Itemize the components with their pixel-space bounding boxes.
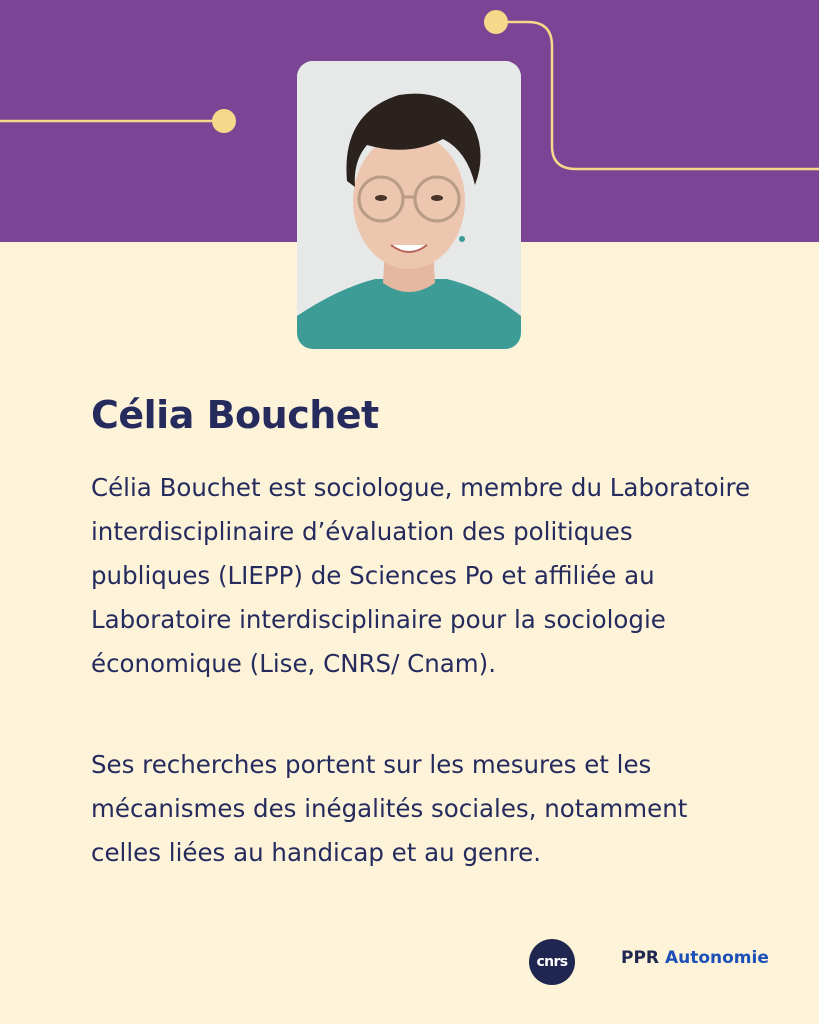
left-deco-dot xyxy=(212,109,236,133)
cnrs-logo-text: cnrs xyxy=(536,954,568,970)
bio-paragraph-1: Célia Bouchet est sociologue, membre du Laboratoire interdisciplinaire d’évaluation des politiques publiques (LIEPP) de Sciences Po et affiliée au Laboratoire interdisciplinaire pour la sociologie économique (Lise, CNRS/ Cnam). xyxy=(91,473,751,678)
ppr-logo-suffix: Autonomie xyxy=(664,948,769,968)
ppr-autonomie-logo xyxy=(621,948,769,968)
cnrs-logo xyxy=(529,939,575,985)
profile-photo xyxy=(297,61,521,349)
ppr-logo-prefix: PPR xyxy=(621,948,660,968)
right-deco-line xyxy=(496,22,819,169)
person-name: Célia Bouchet xyxy=(91,393,379,437)
right-deco-dot xyxy=(484,10,508,34)
bio-paragraph-2: Ses recherches portent sur les mesures et les mécanismes des inégalités sociales, notamment celles liées au handicap et au genre. xyxy=(91,750,688,867)
